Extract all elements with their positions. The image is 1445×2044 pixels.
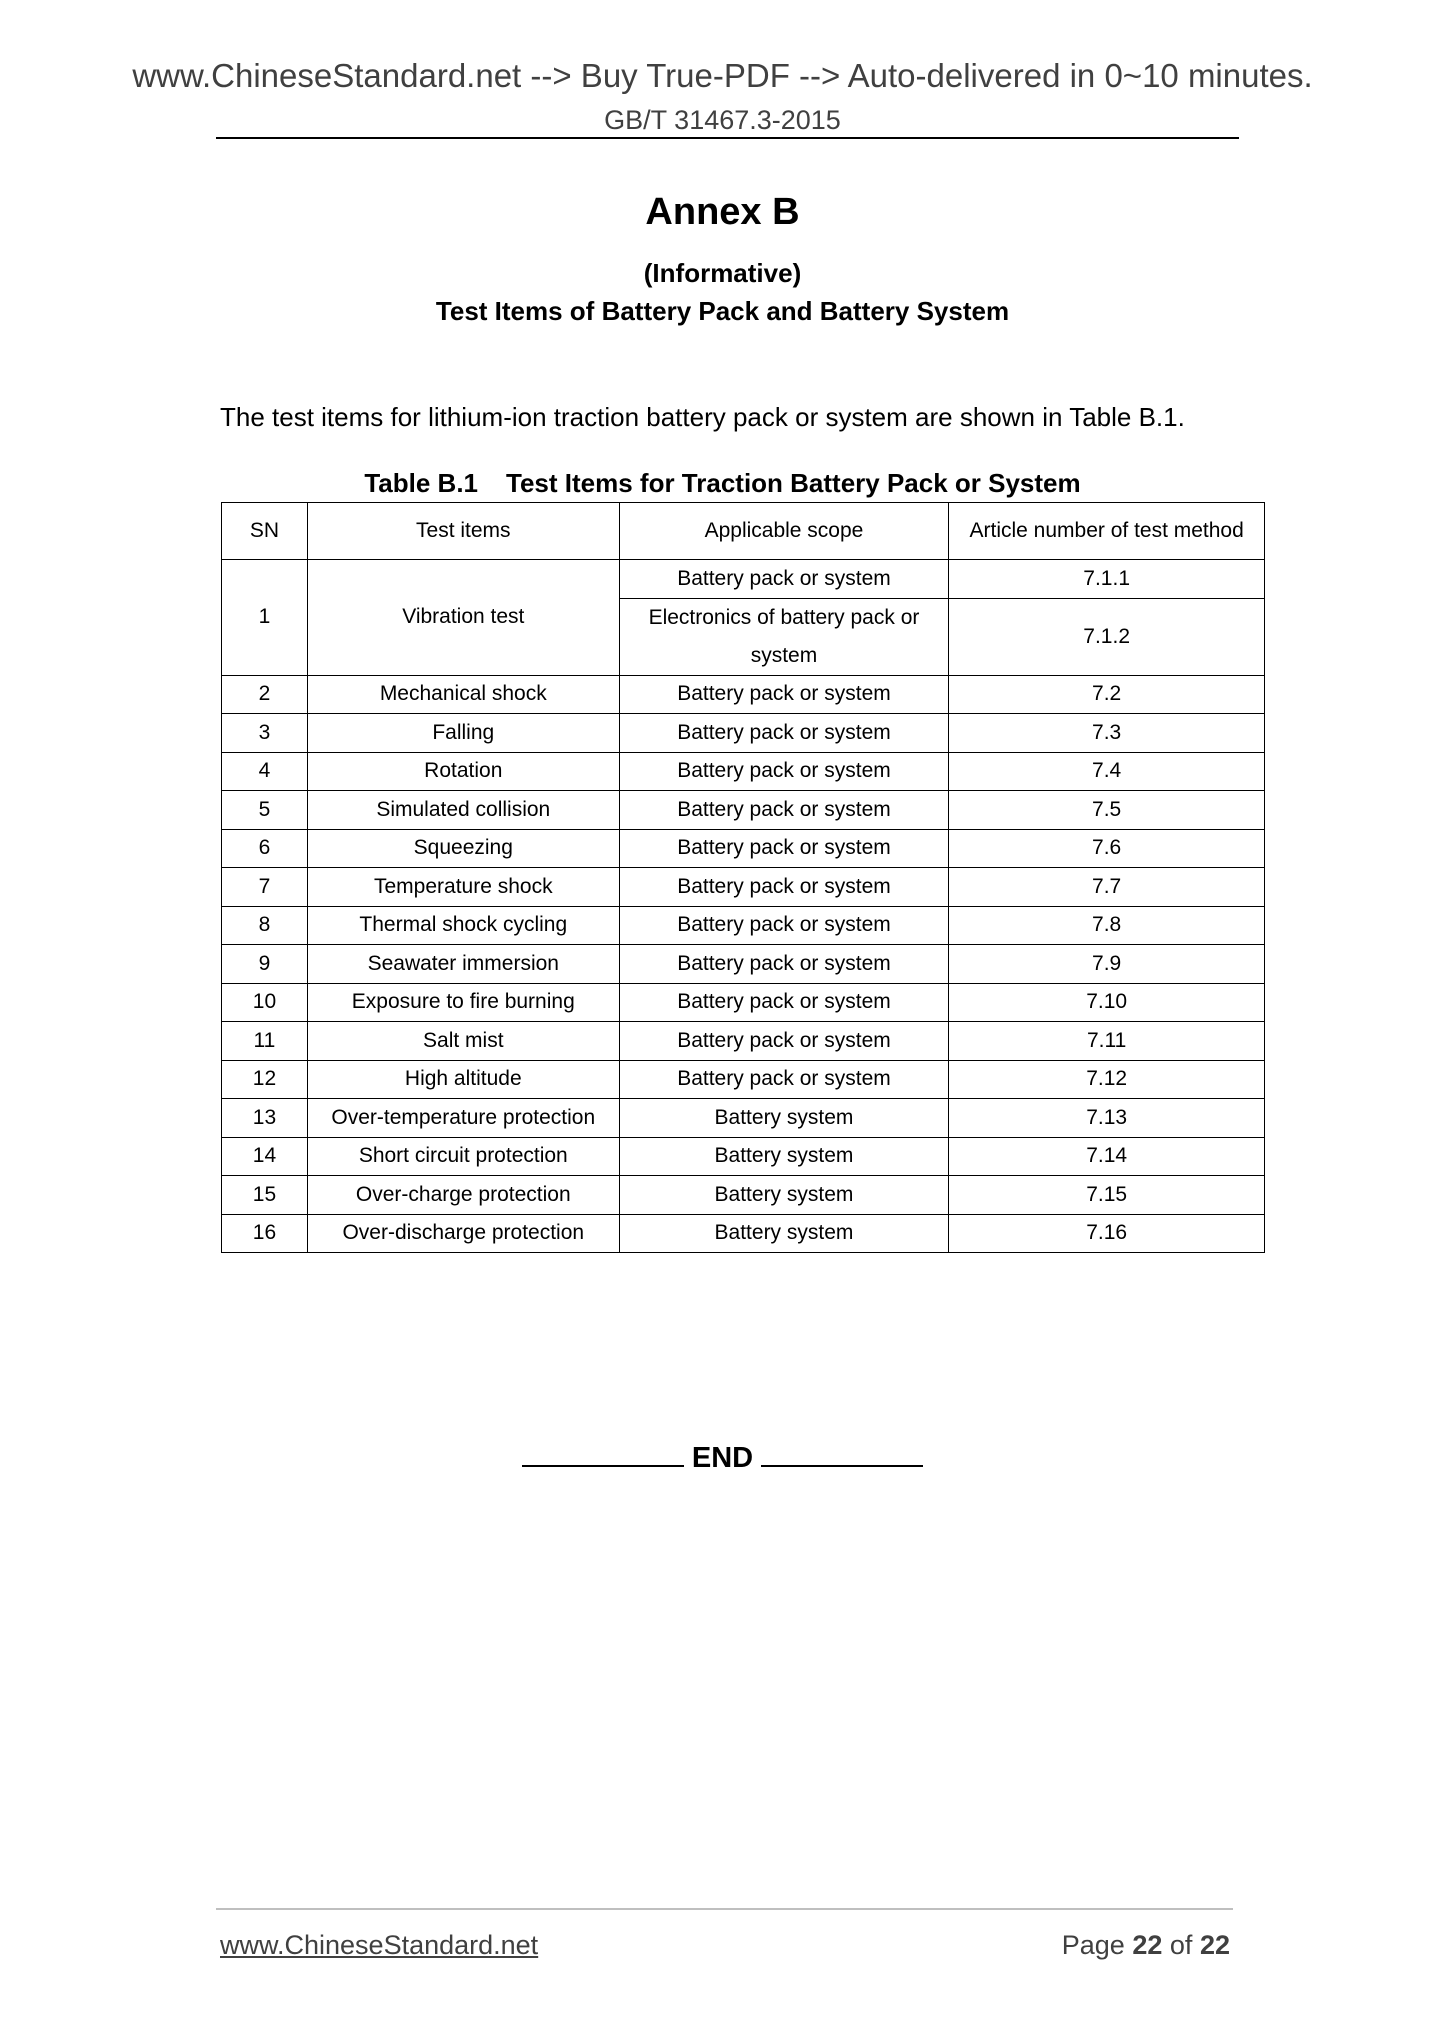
annex-subtitle: Test Items of Battery Pack and Battery System — [435, 296, 1010, 326]
cell-sn: 7 — [222, 868, 308, 907]
cell-article: 7.3 — [949, 714, 1265, 753]
cell-test-item: Squeezing — [307, 829, 619, 868]
footer-website-link[interactable]: www.ChineseStandard.net — [220, 1930, 539, 1960]
cell-scope: Battery pack or system — [619, 1022, 949, 1061]
cell-sn: 4 — [222, 752, 308, 791]
cell-scope: Battery system — [619, 1137, 949, 1176]
cell-sn: 6 — [222, 829, 308, 868]
page-of: of — [1169, 1930, 1193, 1960]
cell-scope: Battery pack or system — [619, 560, 949, 599]
cell-scope: Battery pack or system — [619, 906, 949, 945]
cell-article: 7.15 — [949, 1176, 1265, 1215]
cell-scope: Battery pack or system — [619, 829, 949, 868]
document-id: GB/T 31467.3-2015 — [604, 105, 841, 135]
cell-sn: 16 — [222, 1214, 308, 1253]
cell-article: 7.13 — [949, 1099, 1265, 1138]
cell-article: 7.7 — [949, 868, 1265, 907]
cell-article: 7.1.1 — [949, 560, 1265, 599]
table-row — [222, 1137, 1265, 1176]
table-row — [222, 983, 1265, 1022]
table-row — [222, 1099, 1265, 1138]
cell-article: 7.12 — [949, 1060, 1265, 1099]
header-article-number: Article number of test method — [949, 503, 1265, 560]
cell-test-item: Salt mist — [307, 1022, 619, 1061]
cell-article: 7.1.2 — [949, 598, 1265, 675]
header-applicable-scope: Applicable scope — [619, 503, 949, 560]
cell-article: 7.8 — [949, 906, 1265, 945]
cell-sn: 1 — [222, 560, 308, 676]
table-row — [222, 752, 1265, 791]
cell-article: 7.6 — [949, 829, 1265, 868]
cell-sn: 8 — [222, 906, 308, 945]
cell-sn: 13 — [222, 1099, 308, 1138]
cell-article: 7.9 — [949, 945, 1265, 984]
cell-sn: 9 — [222, 945, 308, 984]
test-items-table — [221, 502, 1265, 1253]
table-row — [222, 714, 1265, 753]
cell-test-item: Over-temperature protection — [307, 1099, 619, 1138]
end-rule-left — [522, 1443, 684, 1467]
cell-scope: Electronics of battery pack or system — [619, 598, 949, 675]
cell-test-item: Over-discharge protection — [307, 1214, 619, 1253]
cell-scope: Battery pack or system — [619, 868, 949, 907]
table-header-row — [222, 503, 1265, 560]
cell-scope: Battery pack or system — [619, 752, 949, 791]
cell-article: 7.14 — [949, 1137, 1265, 1176]
table-row — [222, 906, 1265, 945]
cell-sn: 5 — [222, 791, 308, 830]
header-banner[interactable]: www.ChineseStandard.net --> Buy True-PDF --> Auto-delivered in 0~10 minutes. — [132, 57, 1313, 94]
cell-test-item: Exposure to fire burning — [307, 983, 619, 1022]
end-rule-right — [761, 1443, 923, 1467]
cell-article: 7.4 — [949, 752, 1265, 791]
cell-sn: 10 — [222, 983, 308, 1022]
table-caption-number: Table B.1 — [364, 468, 479, 498]
cell-test-item: Rotation — [307, 752, 619, 791]
table-row — [222, 1176, 1265, 1215]
table-row — [222, 945, 1265, 984]
cell-scope: Battery system — [619, 1099, 949, 1138]
table-row — [222, 868, 1265, 907]
cell-article: 7.11 — [949, 1022, 1265, 1061]
table-body — [222, 560, 1265, 1253]
cell-test-item: Vibration test — [307, 560, 619, 676]
cell-test-item: Simulated collision — [307, 791, 619, 830]
header-divider — [216, 137, 1239, 139]
cell-article: 7.10 — [949, 983, 1265, 1022]
cell-test-item: High altitude — [307, 1060, 619, 1099]
cell-sn: 3 — [222, 714, 308, 753]
cell-scope: Battery system — [619, 1214, 949, 1253]
cell-test-item: Temperature shock — [307, 868, 619, 907]
page-total: 22 — [1199, 1930, 1230, 1960]
table-caption — [0, 466, 1445, 500]
table-row — [222, 560, 1265, 599]
cell-scope: Battery pack or system — [619, 791, 949, 830]
cell-test-item: Short circuit protection — [307, 1137, 619, 1176]
cell-sn: 14 — [222, 1137, 308, 1176]
cell-test-item: Over-charge protection — [307, 1176, 619, 1215]
cell-test-item: Falling — [307, 714, 619, 753]
footer-divider — [216, 1908, 1233, 1910]
intro-paragraph: The test items for lithium-ion traction battery pack or system are shown in Table B.1. — [220, 402, 1185, 432]
annex-status: (Informative) — [643, 258, 802, 288]
cell-sn: 12 — [222, 1060, 308, 1099]
cell-test-item: Seawater immersion — [307, 945, 619, 984]
cell-scope: Battery pack or system — [619, 983, 949, 1022]
annex-title: Annex B — [645, 191, 800, 233]
cell-scope: Battery pack or system — [619, 1060, 949, 1099]
cell-article: 7.2 — [949, 675, 1265, 714]
table-row — [222, 1214, 1265, 1253]
header-sn: SN — [222, 503, 308, 560]
header-test-items: Test items — [307, 503, 619, 560]
cell-scope: Battery pack or system — [619, 675, 949, 714]
cell-test-item: Thermal shock cycling — [307, 906, 619, 945]
page-current: 22 — [1132, 1930, 1163, 1960]
table-caption-title: Test Items for Traction Battery Pack or System — [506, 468, 1081, 498]
table-row — [222, 1022, 1265, 1061]
cell-article: 7.16 — [949, 1214, 1265, 1253]
table-row — [222, 1060, 1265, 1099]
cell-scope: Battery pack or system — [619, 945, 949, 984]
cell-sn: 2 — [222, 675, 308, 714]
table-row — [222, 791, 1265, 830]
cell-sn: 15 — [222, 1176, 308, 1215]
cell-scope: Battery system — [619, 1176, 949, 1215]
cell-article: 7.5 — [949, 791, 1265, 830]
table-row — [222, 829, 1265, 868]
cell-sn: 11 — [222, 1022, 308, 1061]
cell-scope: Battery pack or system — [619, 714, 949, 753]
page-indicator — [1062, 1928, 1230, 1962]
page-label: Page — [1061, 1930, 1125, 1960]
cell-test-item: Mechanical shock — [307, 675, 619, 714]
end-text: END — [691, 1442, 754, 1474]
table-row — [222, 675, 1265, 714]
end-marker — [0, 1440, 1445, 1476]
